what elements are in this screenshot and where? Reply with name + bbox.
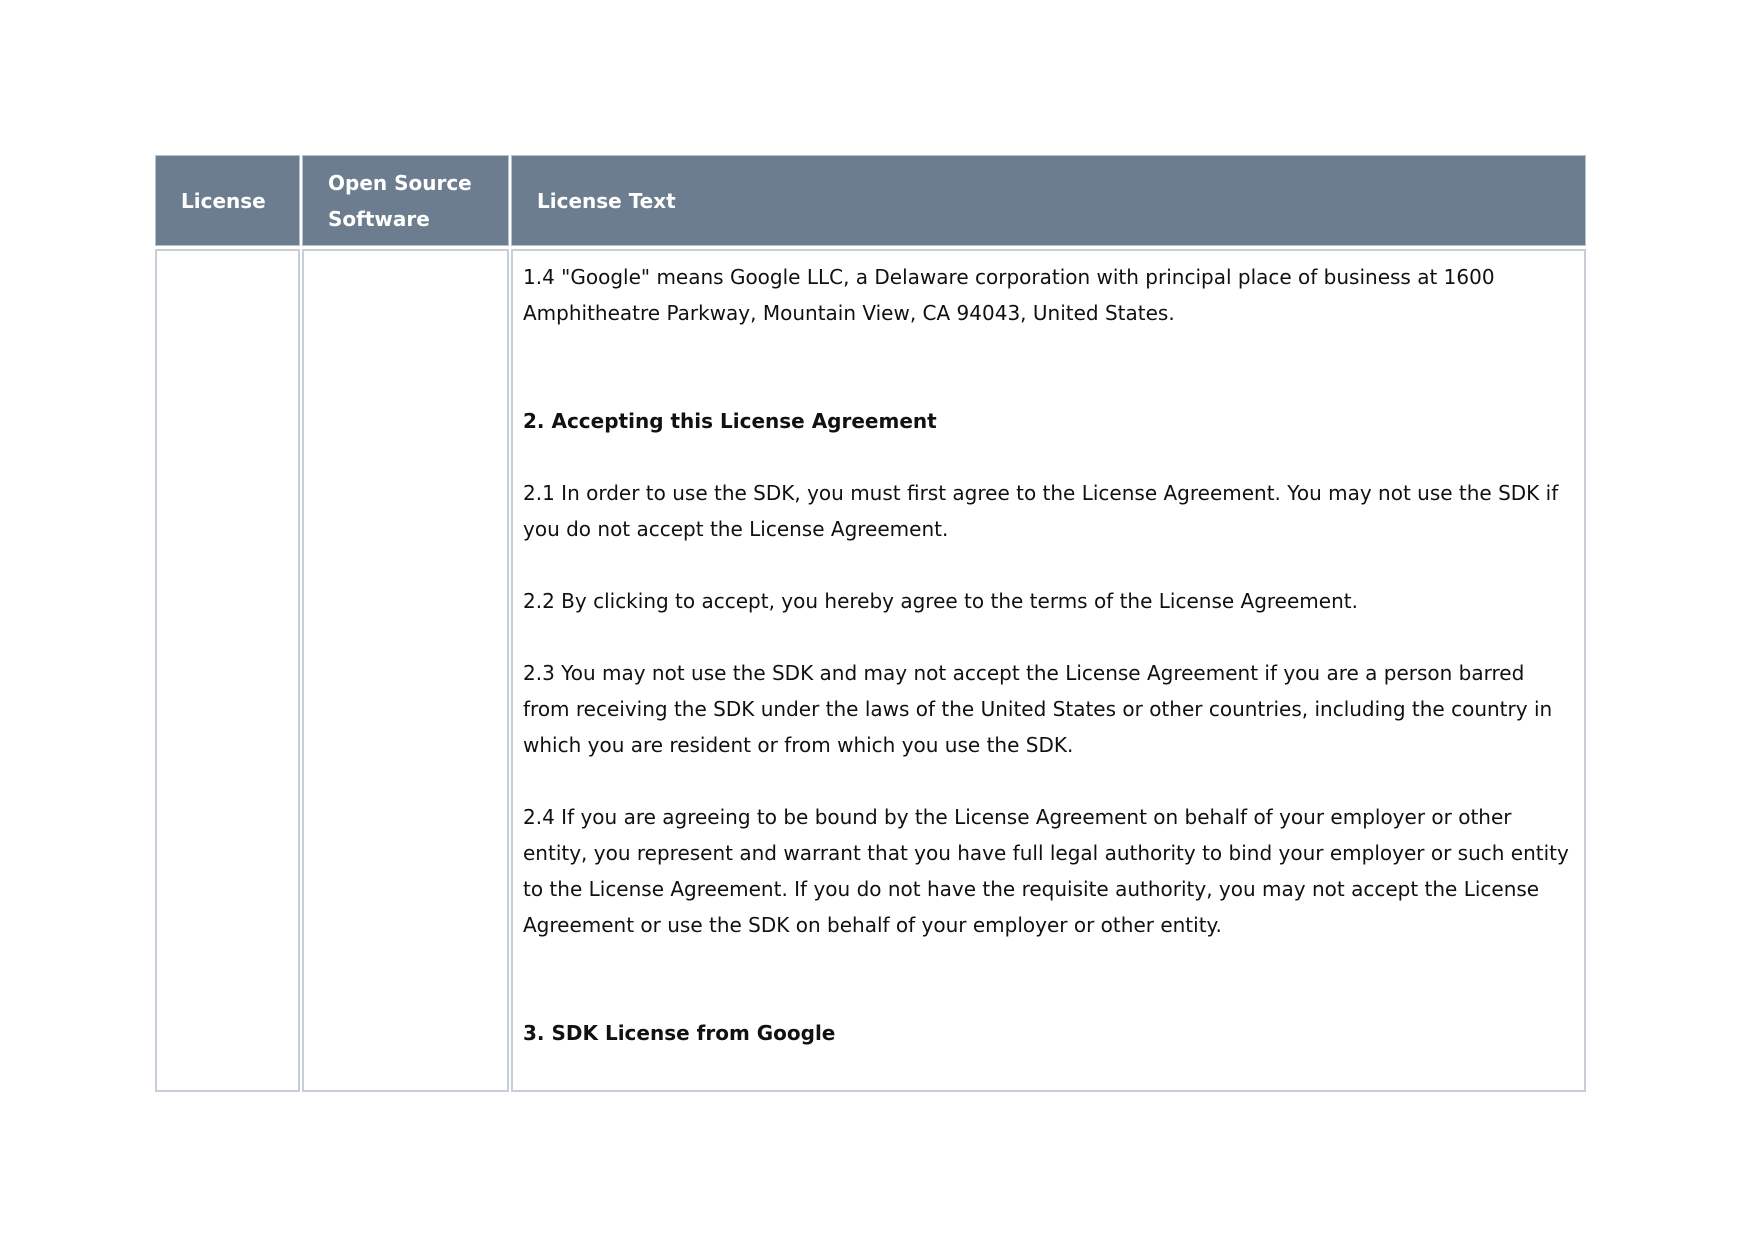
spacer [523, 763, 1572, 799]
cell-open-source-software [302, 249, 509, 1092]
header-license-text-label: License Text [537, 188, 676, 213]
spacer [523, 439, 1572, 475]
header-license-label: License [181, 188, 266, 213]
spacer [523, 547, 1572, 583]
spacer [523, 331, 1572, 403]
section-heading-3: 3. SDK License from Google [523, 1021, 836, 1045]
spacer [523, 619, 1572, 655]
spacer [523, 943, 1572, 1015]
section-heading-2: 2. Accepting this License Agreement [523, 409, 937, 433]
header-open-source-software-label: Open Source Software [328, 170, 472, 231]
paragraph-2-4: 2.4 If you are agreeing to be bound by the License Agreement on behalf of your employer or other entity, you represent and warrant that you have full legal authority to bind your employer or such entity to the License Agreement. If you do not have the requisite authority, you may not accept the License Agreement or use the SDK on behalf of your employer or other entity. [523, 805, 1569, 937]
paragraph-2-3: 2.3 You may not use the SDK and may not accept the License Agreement if you are a person barred from receiving the SDK under the laws of the United States or other countries, including the country in which you are resident or from which you use the SDK. [523, 661, 1553, 757]
paragraph-2-2: 2.2 By clicking to accept, you hereby agree to the terms of the License Agreement. [523, 589, 1358, 613]
paragraph-1-4: 1.4 "Google" means Google LLC, a Delaware corporation with principal place of business at 1600 Amphitheatre Parkway, Mountain View, CA 94043, United States. [523, 265, 1495, 325]
header-license [155, 155, 300, 246]
paragraph-2-1: 2.1 In order to use the SDK, you must first agree to the License Agreement. You may not use the SDK if you do not accept the License Agreement. [523, 481, 1559, 541]
header-license-text [511, 155, 1586, 246]
cell-license [155, 249, 300, 1092]
header-open-source-software [302, 155, 509, 246]
cell-license-text [511, 249, 1586, 1092]
